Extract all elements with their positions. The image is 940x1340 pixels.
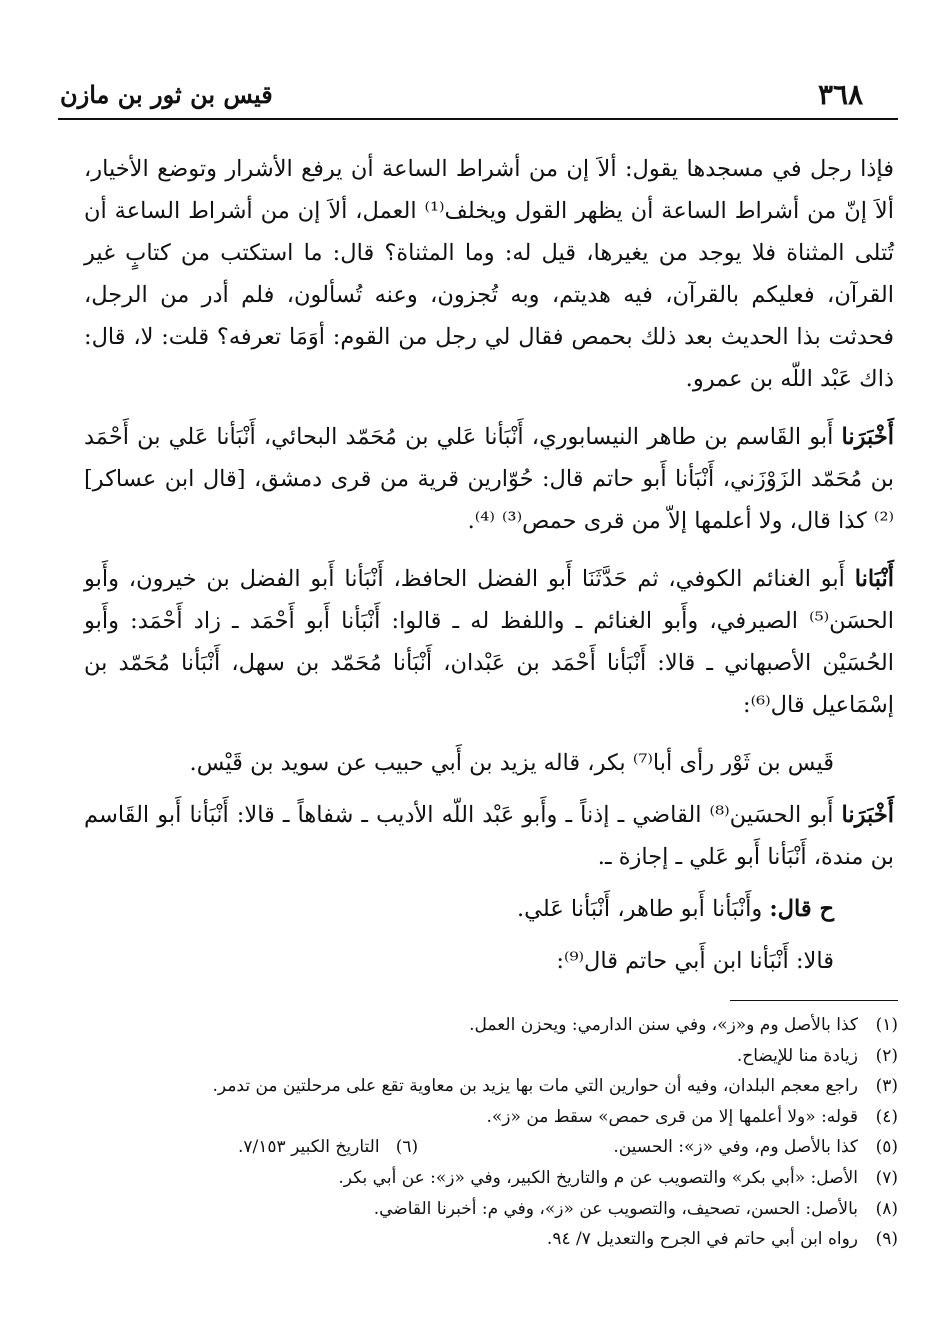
paragraph-4: قَيس بن ثَوْر رأى أبا⁽⁷⁾ بكر، قاله يزيد بن أَبي حبيب عن سويد بن قَيْس. bbox=[189, 750, 834, 776]
main-text bbox=[84, 148, 894, 992]
footnote-pair bbox=[238, 1132, 858, 1163]
footnote bbox=[100, 1163, 898, 1194]
footnote-number: (٢) bbox=[875, 1045, 898, 1066]
paragraph-6 bbox=[84, 888, 894, 930]
footnote-text: كذا بالأصل وم، وفي «ز»: الحسين. bbox=[613, 1137, 858, 1158]
footnote-text: التاريخ الكبير ٧/١٥٣. bbox=[238, 1137, 380, 1158]
footnote-text: كذا بالأصل وم و«ز»، وفي سنن الدارمي: ويحزن العمل. bbox=[469, 1015, 858, 1035]
paragraph-2 bbox=[84, 416, 894, 542]
footnote-number: (٥) bbox=[875, 1137, 898, 1158]
paragraph-text: أَبو الغنائم الكوفي، ثم حَدَّثَنَا أَبو الفضل الحافظ، أَنْبَأنا أَبو الفضل بن خيرون، وأَبو الحسَن⁽⁵⁾ الصيرفي، وأَبو الغنائم ـ واللفظ له ـ قالوا: أَنْبَأنا أَبو أَحْمَد ـ زاد أَحْمَد: وأَبو الحُسَيْن الأصبهاني ـ قالا: أَنْبَأنا أَحْمَد بن عَبْدان، أَنْبَأنا مُحَمّد بن سهل، أَنْبَأنا مُحَمّد بن إسْمَاعيل قال⁽⁶⁾: bbox=[84, 566, 894, 718]
footnote bbox=[100, 1194, 898, 1225]
paragraph-5 bbox=[84, 794, 894, 878]
footnote-number: (٧) bbox=[875, 1167, 898, 1188]
footnote-text: بالأصل: الحسن، تصحيف، والتصويب عن «ز»، وفي م: أخبرنا القاضي. bbox=[373, 1198, 858, 1219]
footnote-text: رواه ابن أبي حاتم في الجرح والتعديل ٧/ ٩٤. bbox=[546, 1229, 858, 1250]
footnote-text: زيادة منا للإيضاح. bbox=[736, 1045, 858, 1066]
footnote bbox=[100, 1102, 898, 1133]
footnote-rule bbox=[730, 1000, 898, 1001]
footnote bbox=[100, 1071, 898, 1102]
footnote bbox=[100, 1132, 898, 1163]
footnote-number: (٨) bbox=[875, 1198, 898, 1219]
footnote-text: قوله: «ولا أعلمها إلا من قرى حمص» سقط من «ز». bbox=[486, 1106, 858, 1127]
narration-lead: أَخْبَرَنا bbox=[841, 802, 894, 828]
paragraph-text: أَبو الحسَين⁽⁸⁾ القاضي ـ إذناً ـ وأَبو عَبْد اللّه الأديب ـ شفاهاً ـ قالا: أَنْبَأنا أَبو القَاسم بن مندة، أَنْبَأنا أَبو عَلي ـ إجازة ـ. bbox=[84, 802, 894, 870]
running-title: قيس بن ثور بن مازن bbox=[60, 80, 273, 109]
paragraph-1: فإذا رجل في مسجدها يقول: ألاَ إن من أشراط الساعة أن يرفع الأشرار وتوضع الأخيار، ألاَ إنّ من أشراط الساعة أن يظهر القول ويخلف⁽¹⁾ العمل، ألاَ إن من أشراط الساعة أن تُتلى المثناة فلا يوجد من يغيرها، قيل له: وما المثناة؟ قال: ما استكتب من كتابٍ غير القرآن، فعليكم بالقرآن، فيه هديتم، وبه تُجزون، وعنه تُسألون، فلم أدر من الرجل، فحدثت بذا الحديث بعد ذلك بحمص فقال لي رجل من القوم: أوَمَا تعرفه؟ قلت: لا، قال: ذاك عَبْد اللّه بن عمرو. bbox=[84, 156, 895, 392]
footnote-number: (٦) bbox=[395, 1137, 419, 1158]
footnote-number: (٩) bbox=[875, 1229, 898, 1250]
paragraph-text: أَبو القَاسم بن طاهر النيسابوري، أَنْبَأنا عَلي بن مُحَمّد البحائي، أَنْبَأنا عَلي بن أَحْمَد بن مُحَمّد الزَوْزَني، أَنْبَأنا أَبو حاتم قال: حُوّارين قرية من قرى دمشق، [قال ابن عساكر]⁽²⁾ كذا قال، ولا أعلمها إلاّ من قرى حمص⁽³⁾ ⁽⁴⁾. bbox=[84, 424, 894, 534]
footnote bbox=[100, 1224, 898, 1255]
narration-lead: ح قال: bbox=[769, 896, 834, 922]
paragraph-7: قالا: أَنْبَأنا ابن أَبي حاتم قال⁽⁹⁾: bbox=[556, 948, 834, 974]
page-number: ٣٦٨ bbox=[818, 78, 864, 111]
footnote-number: (٤) bbox=[875, 1106, 898, 1127]
footnote bbox=[100, 1010, 898, 1041]
narration-lead: أَخْبَرَنا bbox=[841, 424, 894, 450]
paragraph-3 bbox=[84, 558, 894, 726]
footnote-number: (١) bbox=[875, 1015, 898, 1035]
footnote-text: الأصل: «أبي بكر» والتصويب عن م والتاريخ الكبير، وفي «ز»: عن أبي بكر. bbox=[338, 1167, 858, 1188]
narration-lead: أَنْبَانا bbox=[854, 566, 894, 592]
footnote-number: (٣) bbox=[875, 1076, 898, 1097]
footnote bbox=[100, 1041, 898, 1072]
footnote-secondary bbox=[238, 1132, 418, 1163]
footnote-text: راجع معجم البلدان، وفيه أن حوارين التي مات بها يزيد بن معاوية تقع على مرحلتين من تدمر. bbox=[212, 1076, 858, 1097]
footnotes bbox=[100, 1010, 898, 1255]
paragraph-text: وأَنْبَأنا أَبو طاهر، أَنْبَأنا عَلي. bbox=[516, 896, 770, 922]
header-rule bbox=[58, 118, 898, 120]
